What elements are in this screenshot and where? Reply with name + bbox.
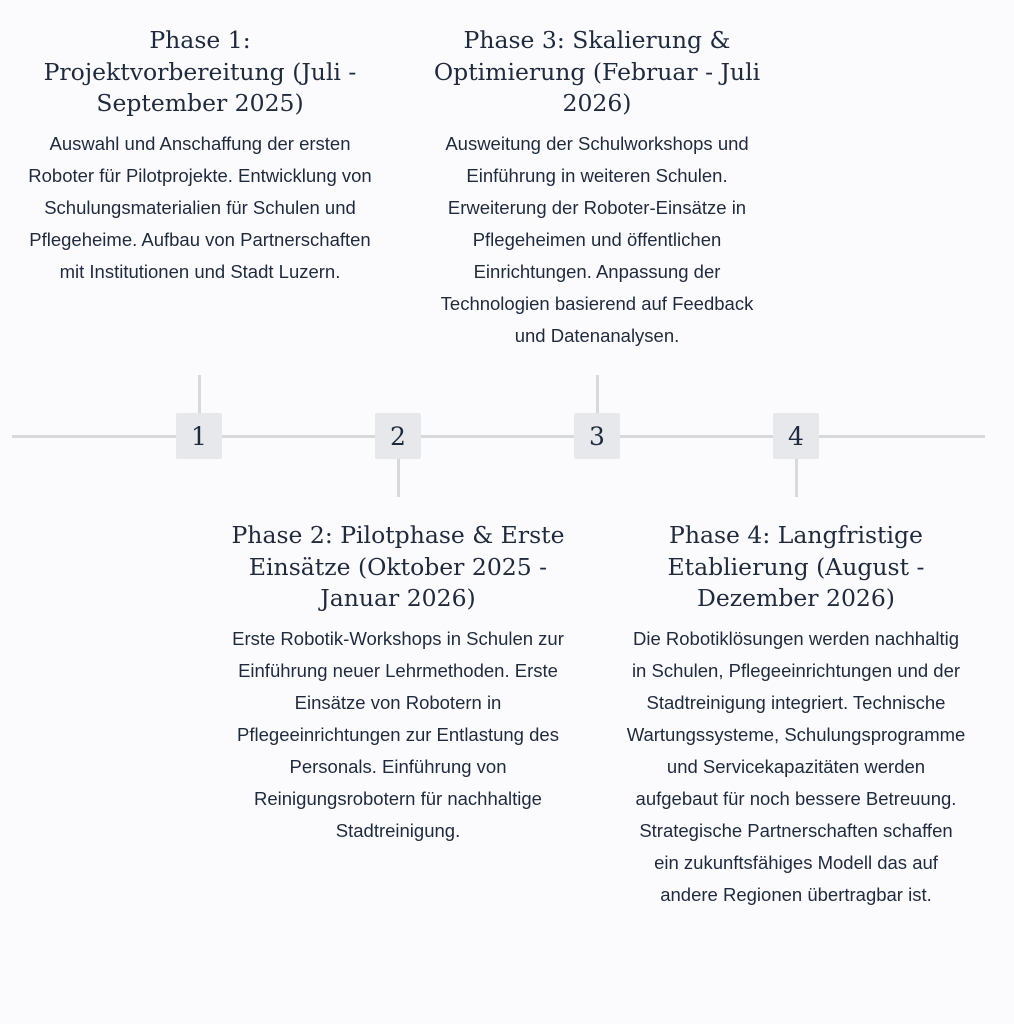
phase-title: Phase 4: Langfristige Etablierung (August - Dezember 2026)	[667, 521, 925, 612]
phase-marker-4: 4	[773, 413, 819, 459]
phase-title: Phase 2: Pilotphase & Erste Einsätze (Oktober 2025 - Januar 2026)	[231, 521, 565, 612]
phase-title: Phase 3: Skalierung & Optimierung (Februar - Juli 2026)	[433, 26, 761, 117]
phase-title: Phase 1: Projektvorbereitung (Juli - September 2025)	[43, 26, 357, 117]
phase-card-2	[228, 520, 568, 847]
tick-4	[795, 459, 798, 497]
phase-description: Erste Robotik-Workshops in Schulen zur Einführung neuer Lehrmethoden. Erste Einsätze von Robotern in Pflegeeinrichtungen zur Entlastung des Personals. Einführung von Reinigungsrobotern für nachhaltige Stadtreinigung.	[232, 627, 564, 841]
tick-2	[397, 459, 400, 497]
phase-marker-2: 2	[375, 413, 421, 459]
phase-card-3	[426, 25, 768, 352]
tick-1	[198, 375, 201, 413]
timeline-axis	[12, 435, 985, 438]
tick-3	[596, 375, 599, 413]
phase-description: Auswahl und Anschaffung der ersten Roboter für Pilotprojekte. Entwicklung von Schulungsmaterialien für Schulen und Pflegeheime. Aufbau von Partnerschaften mit Institutionen und Stadt Luzern.	[28, 132, 372, 282]
phase-card-4	[626, 520, 966, 911]
phase-marker-1: 1	[176, 413, 222, 459]
phase-description: Die Robotiklösungen werden nachhaltig in Schulen, Pflegeeinrichtungen und der Stadtreinigung integriert. Technische Wartungssysteme, Schulungsprogramme und Servicekapazitäten werden aufgebaut für noch bessere Betreuung. Strategische Partnerschaften schaffen ein zukunftsfähiges Modell das auf andere Regionen übertragbar ist.	[626, 627, 966, 905]
phase-marker-3: 3	[574, 413, 620, 459]
phase-description: Ausweitung der Schulworkshops und Einführung in weiteren Schulen. Erweiterung der Roboter-Einsätze in Pflegeheimen und öffentlichen Einrichtungen. Anpassung der Technologien basierend auf Feedback und Datenanalysen.	[440, 132, 754, 346]
phase-card-1	[28, 25, 372, 288]
